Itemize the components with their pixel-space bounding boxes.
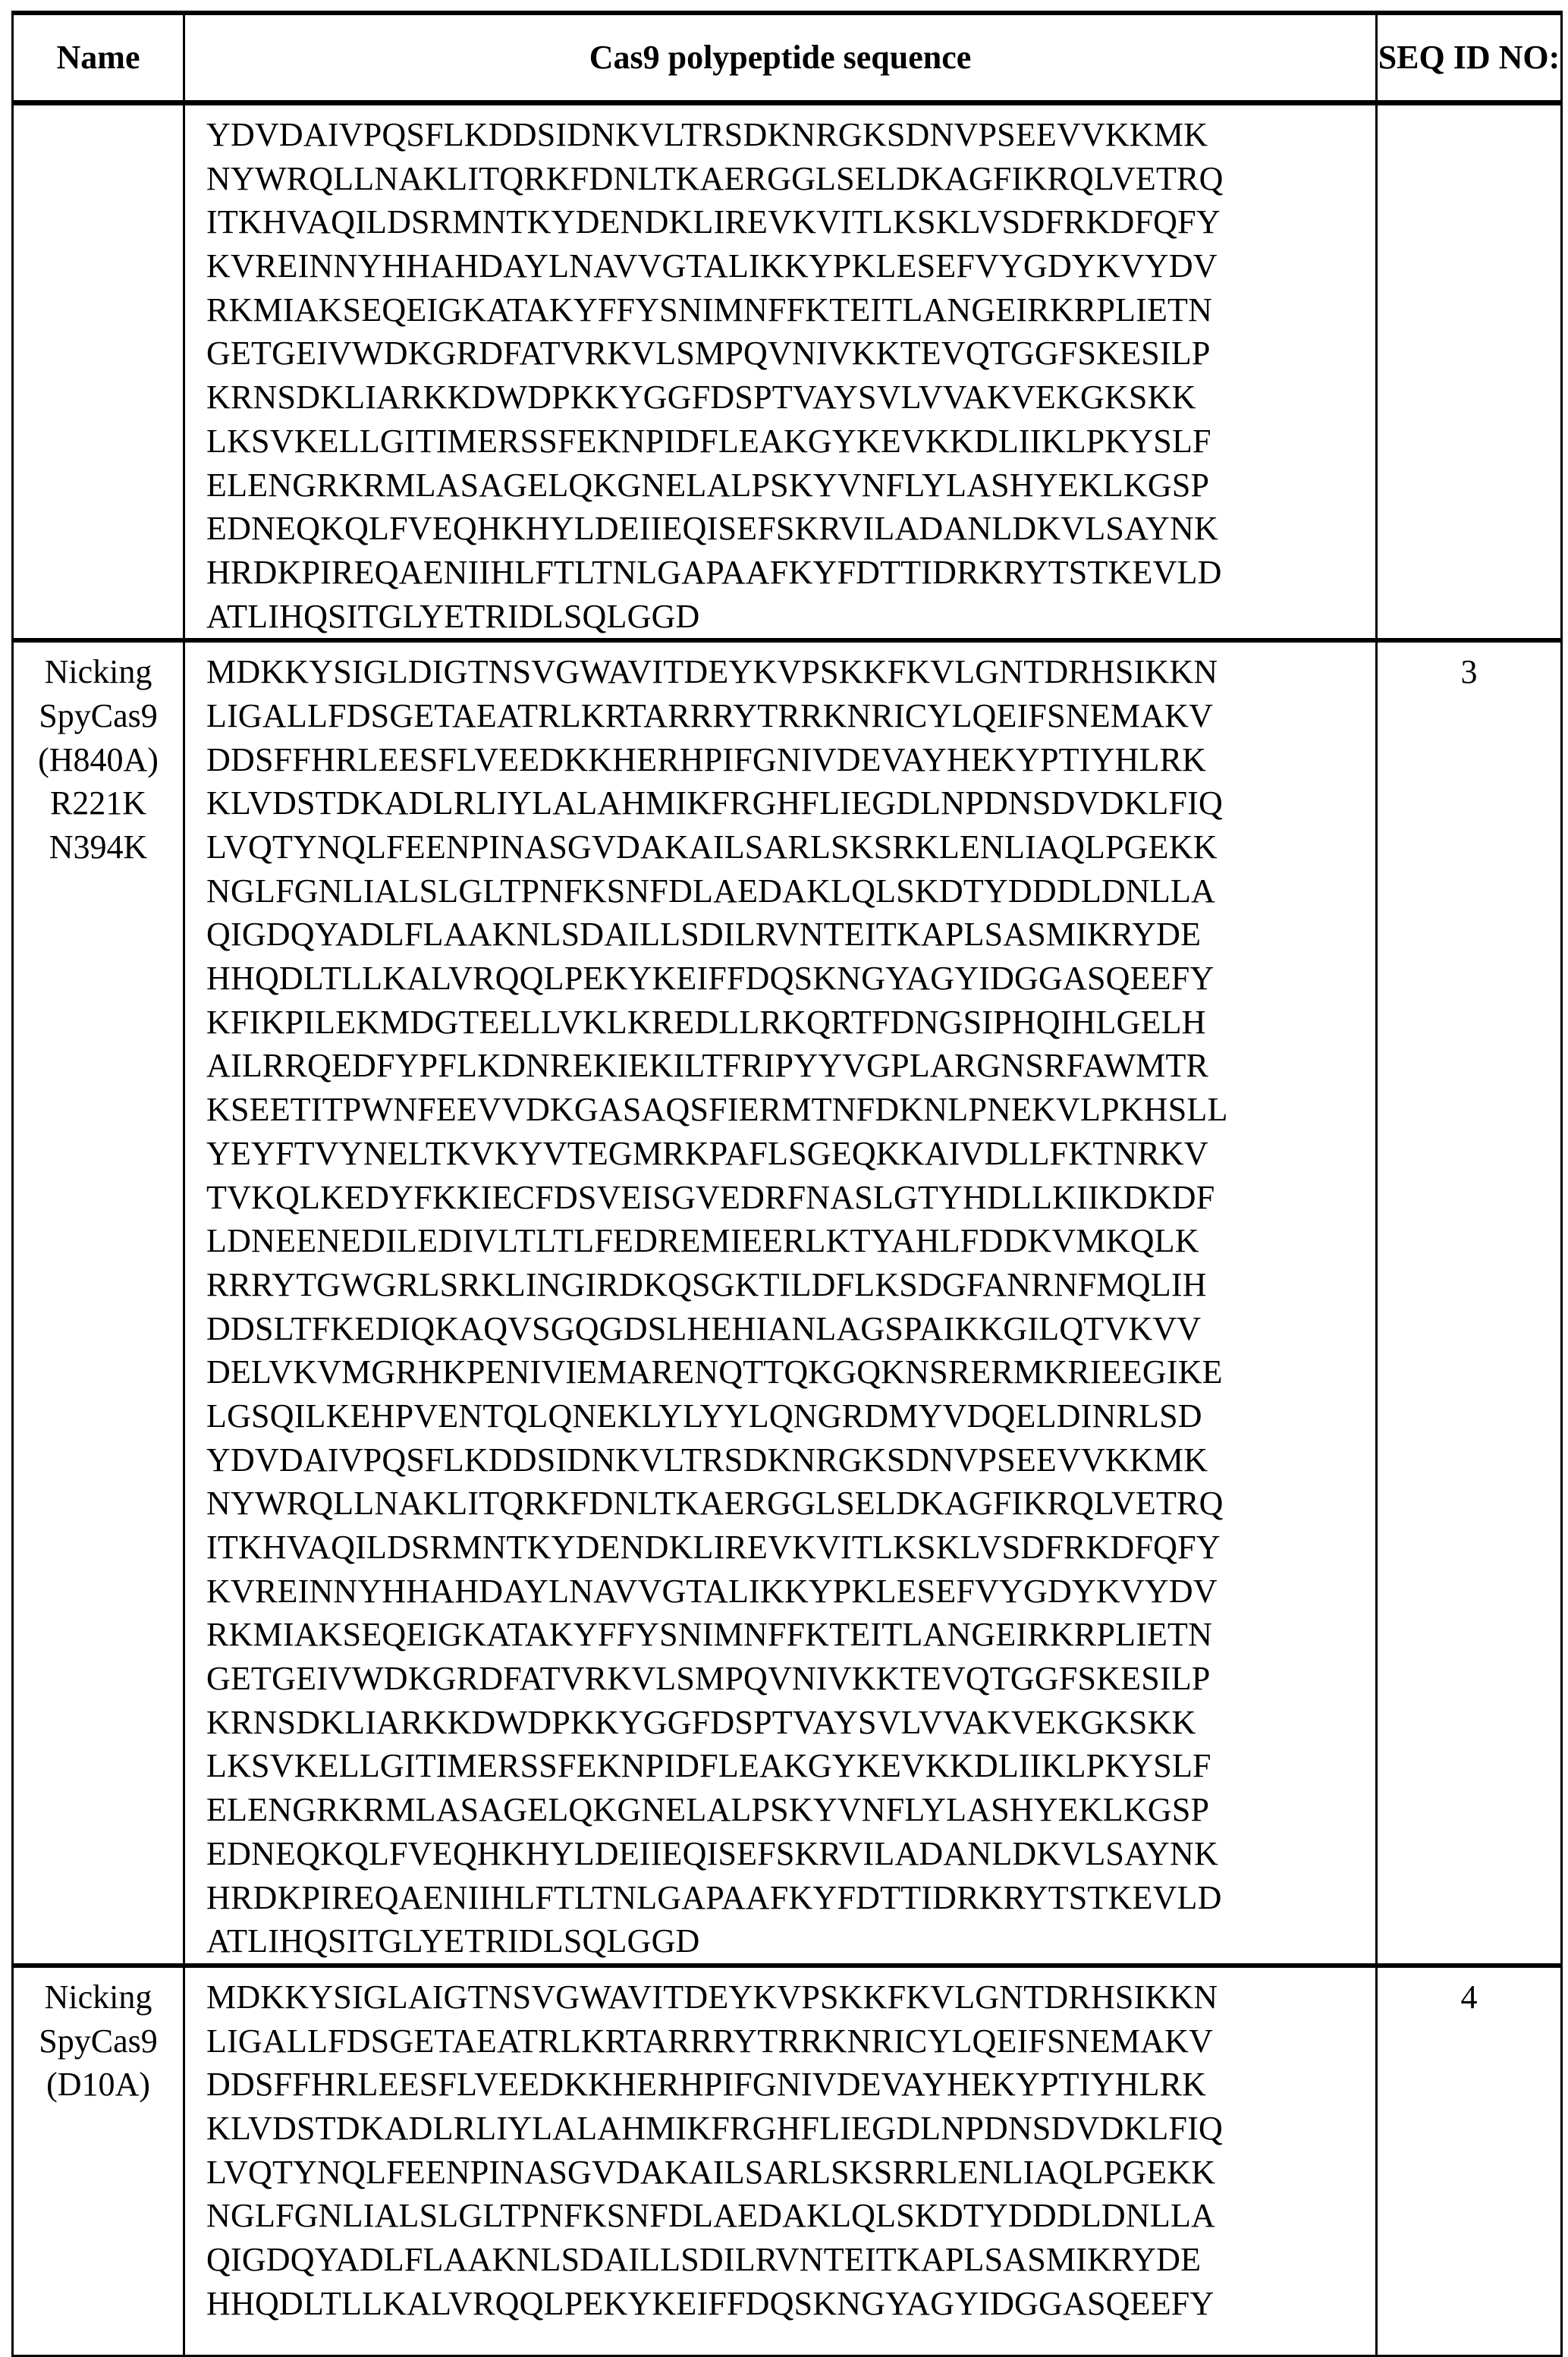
sequence-line: ELENGRKRMLASAGELQKGNELALPSKYVNFLYLASHYEKLKGSP [206, 464, 1375, 508]
seq-id-cell [1377, 103, 1562, 641]
sequence-line: ATLIHQSITGLYETRIDLSQLGGD [206, 1919, 1375, 1963]
sequence-line: EDNEQKQLFVEQHKHYLDEIIEQISEFSKRVILADANLDKVLSAYNK [206, 507, 1375, 551]
header-name: Name [13, 13, 184, 103]
sequence-line: DELVKVMGRHKPENIVIEMARENQTTQKGQKNSRERMKRIEEGIKE [206, 1350, 1375, 1394]
sequence-line: YEYFTVYNELTKVKYVTEGMRKPAFLSGEQKKAIVDLLFKTNRKV [206, 1132, 1375, 1176]
sequence-line: NGLFGNLIALSLGLTPNFKSNFDLAEDAKLQLSKDTYDDDLDNLLA [206, 2194, 1375, 2238]
sequence-line: HRDKPIREQAENIIHLFTLTNLGAPAAFKYFDTTIDRKRYTSTKEVLD [206, 551, 1375, 595]
sequence-line: ITKHVAQILDSRMNTKYDENDKLIREVKVITLKSKLVSDFRKDFQFY [206, 200, 1375, 244]
sequence-line: EDNEQKQLFVEQHKHYLDEIIEQISEFSKRVILADANLDKVLSAYNK [206, 1832, 1375, 1876]
sequence-line: QIGDQYADLFLAAKNLSDAILLSDILRVNTEITKAPLSASMIKRYDE [206, 913, 1375, 957]
sequence-line: DDSFFHRLEESFLVEEDKKHERHPIFGNIVDEVAYHEKYPTIYHLRK [206, 2063, 1375, 2107]
sequence-line: GETGEIVWDKGRDFATVRKVLSMPQVNIVKKTEVQTGGFSKESILP [206, 1657, 1375, 1701]
sequence-cell [184, 640, 1377, 1966]
sequence-line: ITKHVAQILDSRMNTKYDENDKLIREVKVITLKSKLVSDFRKDFQFY [206, 1526, 1375, 1570]
sequence-line: LIGALLFDSGETAEATRLKRTARRRYTRRKNRICYLQEIFSNEMAKV [206, 694, 1375, 738]
table-row [13, 1966, 1562, 2356]
sequence-line: LDNEENEDILEDIVLTLTLFEDREMIEERLKTYAHLFDDKVMKQLK [206, 1219, 1375, 1263]
sequence-line: NGLFGNLIALSLGLTPNFKSNFDLAEDAKLQLSKDTYDDDLDNLLA [206, 869, 1375, 913]
sequence-line: LKSVKELLGITIMERSSFEKNPIDFLEAKGYKEVKKDLIIKLPKYSLF [206, 1744, 1375, 1788]
sequence-line: DDSLTFKEDIQKAQVSGQGDSLHEHIANLAGSPAIKKGILQTVKVV [206, 1307, 1375, 1351]
sequence-cell [184, 1966, 1377, 2356]
sequence-line: KVREINNYHHAHDAYLNAVVGTALIKKYPKLESEFVYGDYKVYDV [206, 1570, 1375, 1614]
sequence-line: LIGALLFDSGETAEATRLKRTARRRYTRRKNRICYLQEIFSNEMAKV [206, 2019, 1375, 2063]
sequence-line: MDKKYSIGLDIGTNSVGWAVITDEYKVPSKKFKVLGNTDRHSIKKN [206, 650, 1375, 694]
variant-name-line: Nicking [14, 1975, 183, 2019]
sequence-line: KRNSDKLIARKKDWDPKKYGGFDSPTVAYSVLVVAKVEKGKSKK [206, 1701, 1375, 1745]
sequence-line: ELENGRKRMLASAGELQKGNELALPSKYVNFLYLASHYEKLKGSP [206, 1788, 1375, 1832]
sequence-line: KLVDSTDKADLRLIYLALAHMIKFRGHFLIEGDLNPDNSDVDKLFIQ [206, 781, 1375, 825]
table-header-row [13, 13, 1562, 103]
sequence-line: NYWRQLLNAKLITQRKFDNLTKAERGGLSELDKAGFIKRQLVETRQ [206, 1482, 1375, 1526]
sequence-line: KVREINNYHHAHDAYLNAVVGTALIKKYPKLESEFVYGDYKVYDV [206, 244, 1375, 288]
sequence-line: LKSVKELLGITIMERSSFEKNPIDFLEAKGYKEVKKDLIIKLPKYSLF [206, 420, 1375, 464]
sequence-line: RKMIAKSEQEIGKATAKYFFYSNIMNFFKTEITLANGEIRKRPLIETN [206, 288, 1375, 332]
sequence-line: KRNSDKLIARKKDWDPKKYGGFDSPTVAYSVLVVAKVEKGKSKK [206, 376, 1375, 420]
header-sequence: Cas9 polypeptide sequence [184, 13, 1377, 103]
variant-name-line: N394K [14, 825, 183, 869]
sequence-line: LVQTYNQLFEENPINASGVDAKAILSARLSKSRRLENLIAQLPGEKK [206, 2151, 1375, 2195]
variant-name-cell [13, 103, 184, 641]
sequence-line: KSEETITPWNFEEVVDKGASAQSFIERMTNFDKNLPNEKVLPKHSLL [206, 1088, 1375, 1132]
sequence-cell [184, 103, 1377, 641]
sequence-line: ATLIHQSITGLYETRIDLSQLGGD [206, 595, 1375, 639]
sequence-line: HRDKPIREQAENIIHLFTLTNLGAPAAFKYFDTTIDRKRYTSTKEVLD [206, 1876, 1375, 1920]
sequence-line: QIGDQYADLFLAAKNLSDAILLSDILRVNTEITKAPLSASMIKRYDE [206, 2238, 1375, 2282]
header-seq-id: SEQ ID NO: [1377, 13, 1562, 103]
sequence-line: LVQTYNQLFEENPINASGVDAKAILSARLSKSRKLENLIAQLPGEKK [206, 825, 1375, 869]
table-row [13, 103, 1562, 641]
variant-name-line: SpyCas9 [14, 694, 183, 738]
seq-id-cell: 4 [1377, 1966, 1562, 2356]
sequence-line: HHQDLTLLKALVRQQLPEKYKEIFFDQSKNGYAGYIDGGASQEEFY [206, 957, 1375, 1001]
sequence-line: LGSQILKEHPVENTQLQNEKLYLYYLQNGRDMYVDQELDINRLSD [206, 1394, 1375, 1438]
sequence-line: TVKQLKEDYFKKIECFDSVEISGVEDRFNASLGTYHDLLKIIKDKDF [206, 1176, 1375, 1220]
cas9-sequence-table [11, 11, 1563, 2357]
variant-name-cell [13, 640, 184, 1966]
sequence-line: DDSFFHRLEESFLVEEDKKHERHPIFGNIVDEVAYHEKYPTIYHLRK [206, 738, 1375, 782]
variant-name-line: R221K [14, 781, 183, 825]
sequence-line: RKMIAKSEQEIGKATAKYFFYSNIMNFFKTEITLANGEIRKRPLIETN [206, 1613, 1375, 1657]
variant-name-line: (H840A) [14, 738, 183, 782]
seq-id-cell: 3 [1377, 640, 1562, 1966]
variant-name-line: SpyCas9 [14, 2019, 183, 2063]
sequence-line: MDKKYSIGLAIGTNSVGWAVITDEYKVPSKKFKVLGNTDRHSIKKN [206, 1975, 1375, 2019]
variant-name-line: (D10A) [14, 2063, 183, 2107]
sequence-line: NYWRQLLNAKLITQRKFDNLTKAERGGLSELDKAGFIKRQLVETRQ [206, 157, 1375, 201]
sequence-line: RRRYTGWGRLSRKLINGIRDKQSGKTILDFLKSDGFANRNFMQLIH [206, 1263, 1375, 1307]
sequence-line: AILRRQEDFYPFLKDNREKIEKILTFRIPYYVGPLARGNSRFAWMTR [206, 1044, 1375, 1088]
sequence-line: KFIKPILEKMDGTEELLVKLKREDLLRKQRTFDNGSIPHQIHLGELH [206, 1001, 1375, 1045]
sequence-line: HHQDLTLLKALVRQQLPEKYKEIFFDQSKNGYAGYIDGGASQEEFY [206, 2282, 1375, 2326]
variant-name-cell [13, 1966, 184, 2356]
sequence-line: GETGEIVWDKGRDFATVRKVLSMPQVNIVKKTEVQTGGFSKESILP [206, 332, 1375, 376]
sequence-line: KLVDSTDKADLRLIYLALAHMIKFRGHFLIEGDLNPDNSDVDKLFIQ [206, 2107, 1375, 2151]
sequence-line: YDVDAIVPQSFLKDDSIDNKVLTRSDKNRGKSDNVPSEEVVKKMK [206, 1438, 1375, 1482]
sequence-line: YDVDAIVPQSFLKDDSIDNKVLTRSDKNRGKSDNVPSEEVVKKMK [206, 113, 1375, 157]
variant-name-line: Nicking [14, 650, 183, 694]
table-body [13, 103, 1562, 2356]
table-row [13, 640, 1562, 1966]
